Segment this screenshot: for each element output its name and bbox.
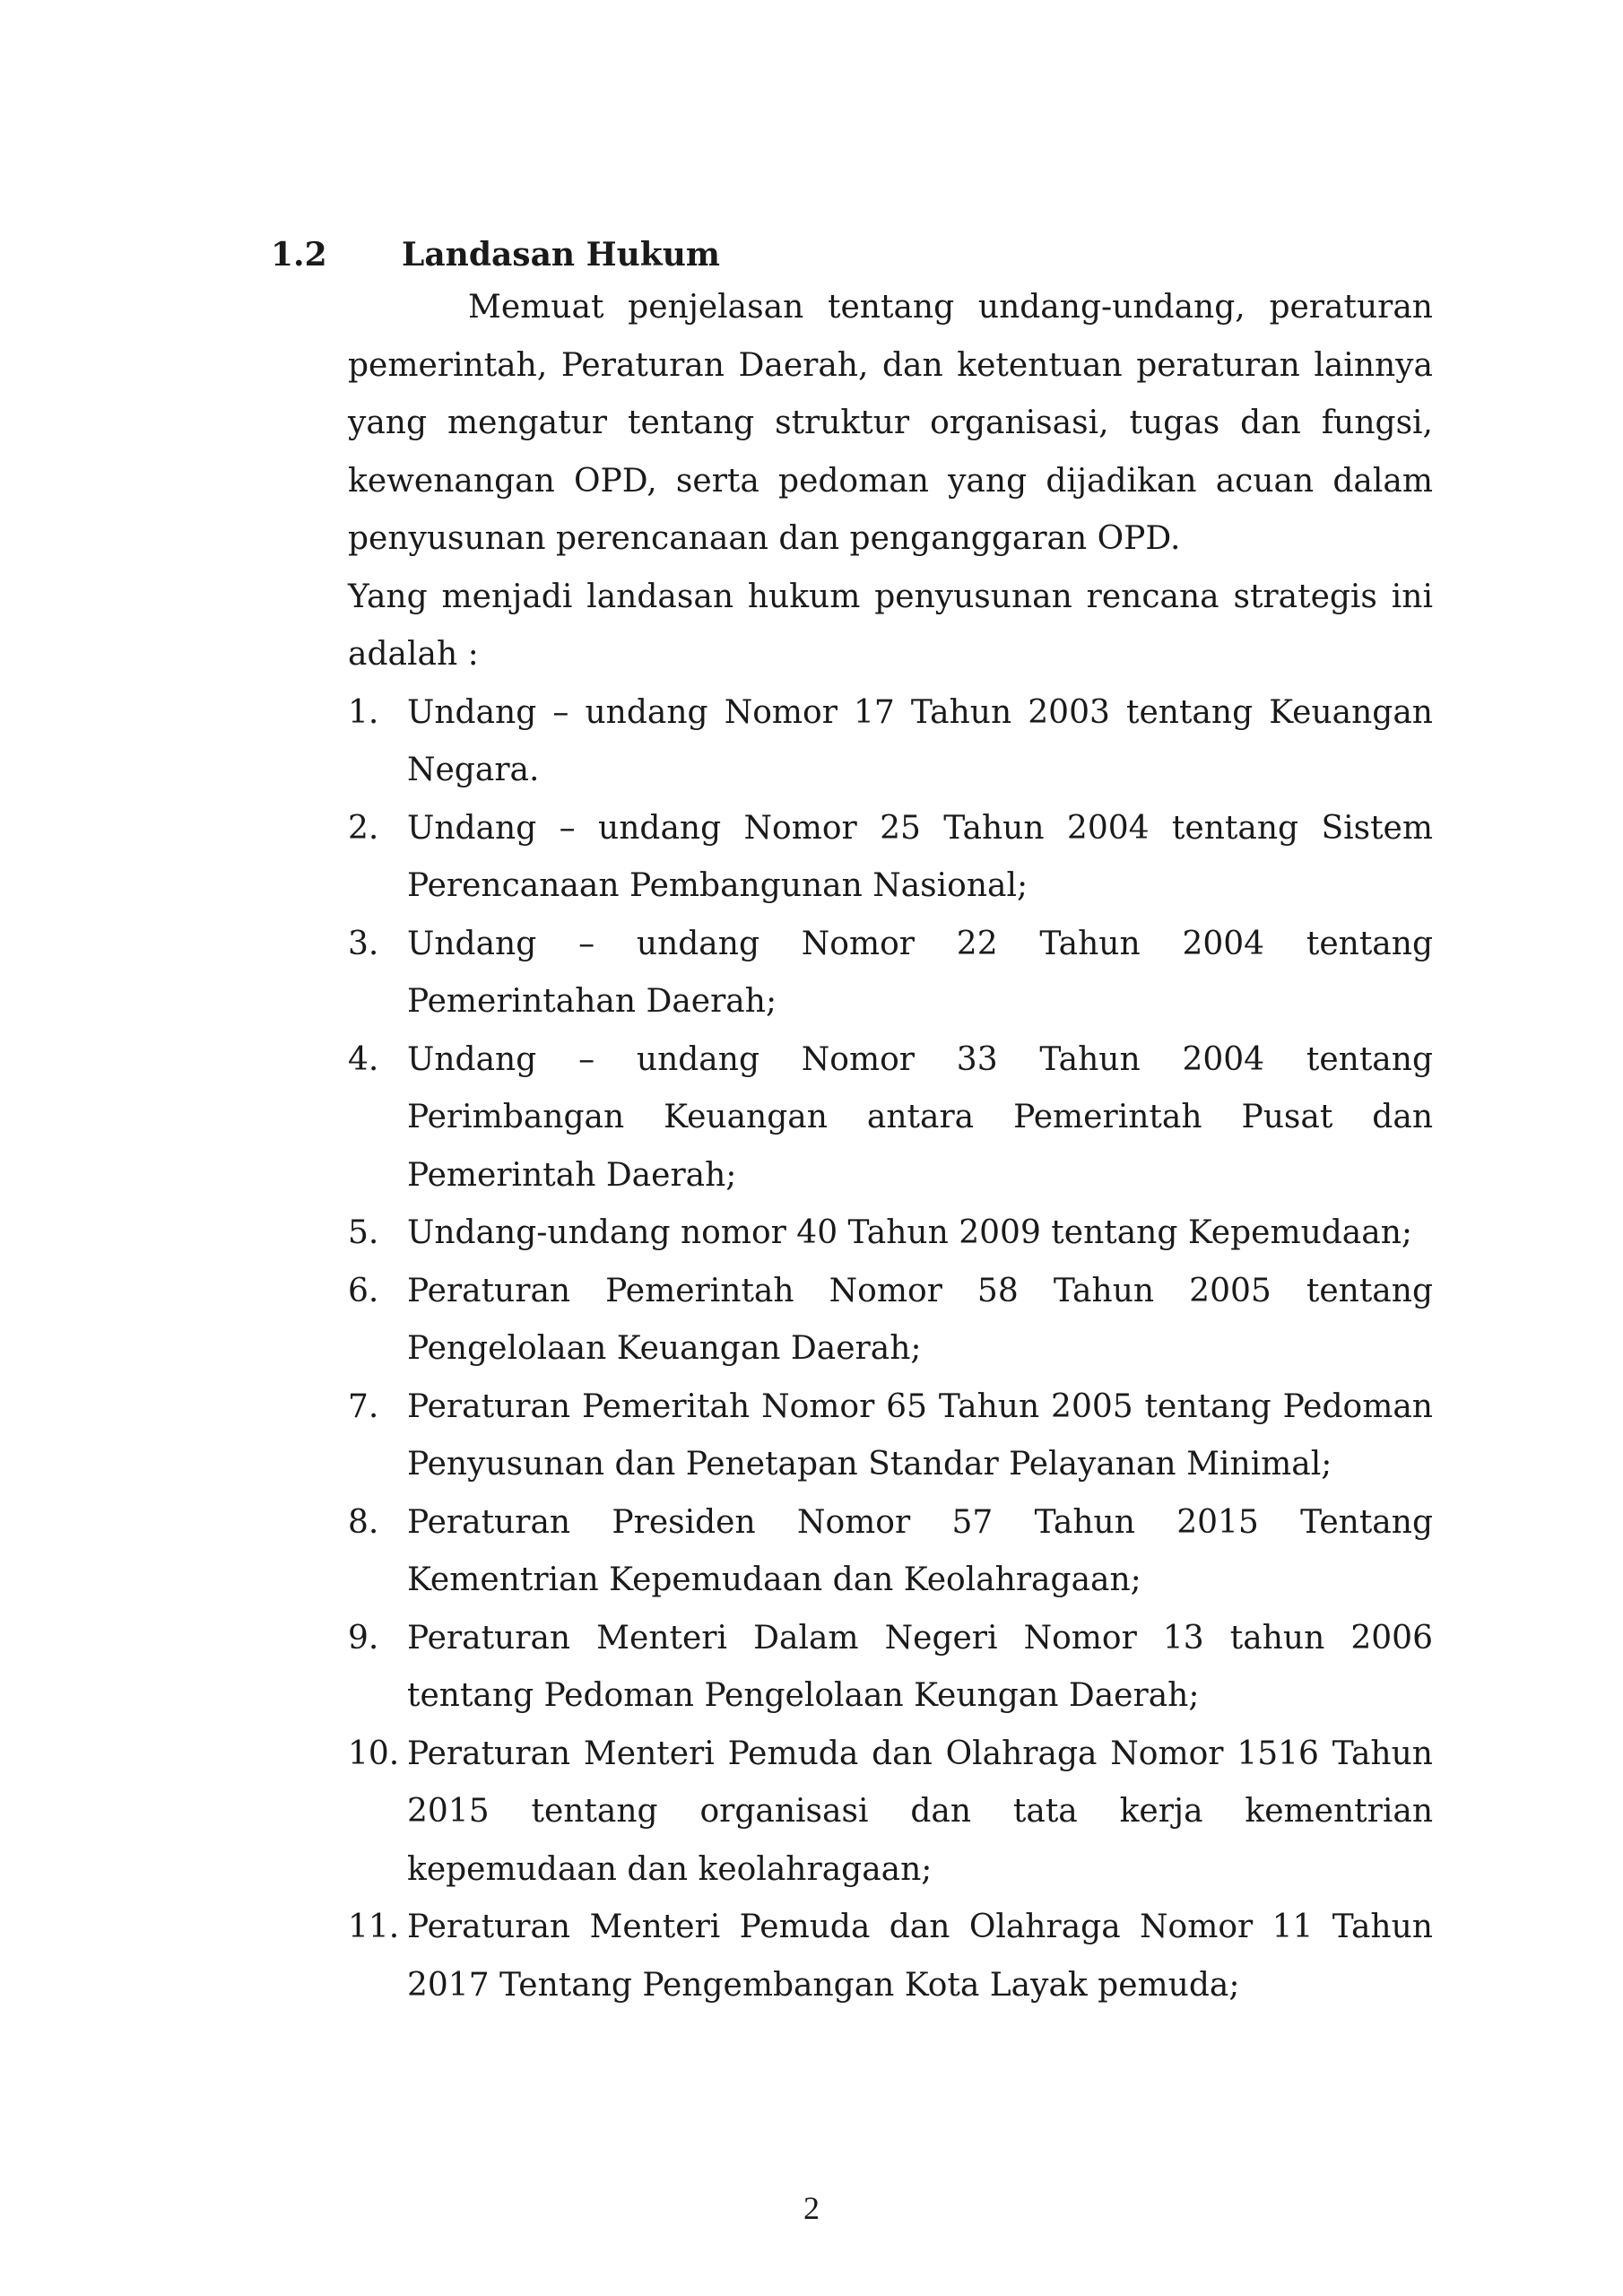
- list-item-text: Undang – undang Nomor 22 Tahun 2004 tentang Pemerintahan Daerah;: [407, 925, 1433, 1020]
- list-item-number: 11.: [348, 1909, 400, 1945]
- list-item-number: 7.: [348, 1387, 379, 1425]
- page-number: 2: [803, 2190, 820, 2226]
- list-item: [348, 800, 1433, 916]
- list-item-text: Peraturan Presiden Nomor 57 Tahun 2015 Tentang Kementrian Kepemudaan dan Keolahragaan;: [407, 1503, 1433, 1598]
- list-item: [348, 1263, 1433, 1378]
- list-item: [348, 1031, 1433, 1205]
- section-heading: [271, 228, 720, 282]
- list-item-number: 9.: [348, 1619, 379, 1657]
- list-item: [348, 1205, 1433, 1263]
- lead-paragraph: Yang menjadi landasan hukum penyusunan rencana strategis ini adalah :: [348, 578, 1433, 673]
- list-item: [348, 916, 1433, 1031]
- list-item-text: Peraturan Menteri Pemuda dan Olahraga Nomor 1516 Tahun 2015 tentang organisasi dan tata kerja kementrian kepemudaan dan keolahragaan;: [407, 1735, 1433, 1888]
- list-item: [348, 1494, 1433, 1610]
- list-item-number: 3.: [348, 925, 379, 962]
- list-item-text: Undang – undang Nomor 17 Tahun 2003 tentang Keuangan Negara.: [407, 693, 1433, 788]
- list-item: [348, 1378, 1433, 1494]
- list-item-text: Peraturan Pemerintah Nomor 58 Tahun 2005 tentang Pengelolaan Keuangan Daerah;: [407, 1272, 1433, 1367]
- list-item: [348, 1899, 1433, 2014]
- list-item-number: 8.: [348, 1503, 379, 1541]
- list-item-text: Undang – undang Nomor 33 Tahun 2004 tentang Perimbangan Keuangan antara Pemerintah Pusat dan Pemerintah Daerah;: [407, 1040, 1433, 1194]
- legal-basis-list: [348, 684, 1433, 2015]
- list-item-number: 4.: [348, 1040, 379, 1078]
- list-item-text: Peraturan Menteri Dalam Negeri Nomor 13 tahun 2006 tentang Pedoman Pengelolaan Keungan Daerah;: [407, 1619, 1433, 1714]
- list-item: [348, 1726, 1433, 1900]
- intro-paragraph: Memuat penjelasan tentang undang-undang, peraturan pemerintah, Peraturan Daerah, dan ketentuan peraturan lainnya yang mengatur tentang struktur organisasi, tugas dan fungsi, kewenangan OPD, serta pedoman yang dijadikan acuan dalam penyusunan perencanaan dan penganggaran OPD.: [348, 289, 1433, 557]
- list-item-number: 1.: [348, 693, 379, 731]
- list-item-number: 10.: [348, 1735, 400, 1772]
- list-item-text: Peraturan Pemeritah Nomor 65 Tahun 2005 tentang Pedoman Penyusunan dan Penetapan Standar Pelayanan Minimal;: [407, 1387, 1433, 1483]
- list-item-text: Peraturan Menteri Pemuda dan Olahraga Nomor 11 Tahun 2017 Tentang Pengembangan Kota Layak pemuda;: [407, 1909, 1433, 2004]
- list-item: [348, 684, 1433, 800]
- list-item-number: 5.: [348, 1214, 379, 1251]
- list-item: [348, 1610, 1433, 1726]
- list-item-text: Undang-undang nomor 40 Tahun 2009 tentang Kepemudaan;: [407, 1214, 1413, 1251]
- list-item-text: Undang – undang Nomor 25 Tahun 2004 tentang Sistem Perencanaan Pembangunan Nasional;: [407, 809, 1433, 904]
- section-body: [348, 279, 1433, 2014]
- list-item-number: 2.: [348, 809, 379, 847]
- section-title: Landasan Hukum: [402, 236, 721, 274]
- section-number: 1.2: [271, 236, 327, 274]
- list-item-number: 6.: [348, 1272, 379, 1309]
